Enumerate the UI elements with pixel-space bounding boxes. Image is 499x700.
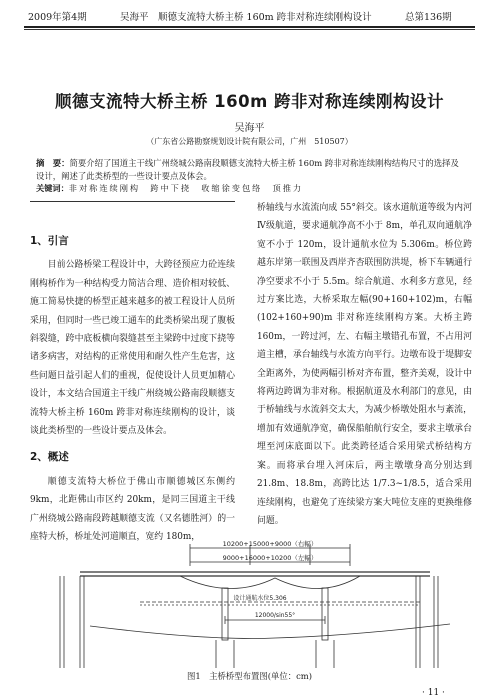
keywords-text: 非对称连续刚构 跨中下挠 收缩徐变包络 顶推力 — [68, 183, 304, 193]
section-heading-intro: 1、引言 — [30, 235, 69, 247]
abstract-rule — [30, 201, 235, 202]
keywords — [36, 183, 466, 194]
section-heading-overview: 2、概述 — [30, 451, 69, 464]
dim-right-deck: 10200+15000+9000（右幅） — [222, 540, 318, 548]
abstract-text: 简要介绍了国道主干线广州绕城公路南段顺德支流特大桥主桥 160m 跨非对称连续刚构结构尺寸的选择及设计，阐述了此类桥型的一些设计要点及体会。 — [36, 158, 459, 181]
abstract — [36, 157, 466, 183]
bridge-layout-figure — [30, 536, 470, 671]
author: 吴海平 — [234, 123, 265, 134]
left-column — [30, 224, 235, 547]
intro-paragraph: 目前公路桥梁工程设计中，大跨径预应力砼连续刚构桥作为一种结构受力简洁合理、造价相对较低、施工简易快捷的桥型正越来越多的被工程设计人员所采用，但同时一些已竣工通车的此类桥梁出现了腹板斜裂缝，跨中底板横向裂缝甚至主梁跨中过度下挠等诸多病害，对结构的正常使用和耐久性产生危害，这些问题日益引起人们的重视，促使设计人员更加精心设计，本文结合国道主干线广州绕城公路南段顺德支流特大桥主桥 160m 跨非对称连续刚构的设计，谈谈此类桥型的一些设计要点及体会。 — [30, 260, 235, 437]
keywords-label: 关键词： — [36, 183, 69, 193]
dim-left-deck: 9000+16000+10200（左幅） — [222, 554, 318, 562]
running-header — [0, 8, 499, 24]
paper-title: 顺德支流特大桥主桥 160m 跨非对称连续刚构设计 — [54, 92, 445, 111]
affiliation: （广东省公路勘察规划设计院有限公司，广州 510507） — [146, 137, 353, 146]
serial-label: 总第136期 — [405, 12, 452, 23]
water-level-label: 设计通航水位5.306 — [233, 595, 287, 602]
abstract-label: 摘 要： — [36, 158, 70, 168]
running-title: 吴海平 顺德支流特大桥主桥 160m 跨非对称连续刚构设计 — [120, 12, 372, 23]
page-number: · 11 · — [422, 688, 445, 698]
right-column — [257, 199, 472, 530]
header-rule — [24, 26, 475, 28]
bridge-layout-drawing — [30, 536, 470, 671]
overview-continuation: 桥轴线与水流流向成 55°斜交。该水道航道等级为内河Ⅳ级航道，要求通航净高不小于 8m，单孔双向通航净宽不小于 120m，设计通航水位为 5.306m。桥位跨越东岸第一联围及西岸齐杏联围防洪堤，桥下车辆通行净空要求不小于 5.5m。综合航道、水利多方意见，经过方案比选，大桥采取左幅(90+160+102)m，右幅(102+160+90)m 非对称连续刚构方案。大桥主跨 160m，一跨过河，左、右幅主墩错孔布置，不占用河道主槽，承台轴线与水流方向平行。边墩布设于堤脚安全距离外，为使两幅引桥对齐布置，整齐美观，设计中将两边跨调为非对称。根据航道及水利部门的意见，由于桥轴线与水流斜交太大，为减少桥墩处阻水与紊流，增加有效通航净宽，确保船舶航行安全，要求主墩承台埋至河床底面以下。此类跨径适合采用梁式桥结构方案。而将承台埋入河床后，两主墩墩身高分别达到 21.8m、18.8m，高跨比达 1/7.3~1/8.5，适合采用连续刚构，也避免了连续梁方案大吨位支座的更换维修问题。 — [257, 203, 472, 526]
issue-label: 2009年第4期 — [28, 12, 87, 23]
header-rule-thin — [24, 29, 475, 30]
span-label: 12000/sin55° — [254, 612, 296, 619]
figure-caption: 图1 主桥桥型布置图(单位：cm) — [187, 671, 312, 681]
overview-paragraph: 顺德支流特大桥位于佛山市顺德城区东侧约 9km，北距佛山市区约 20km，是同三国道主干线广州绕城公路南段跨越顺德支流（又名德胜河）的一座特大桥，桥址处河道顺直，宽约 180m， — [30, 476, 235, 543]
